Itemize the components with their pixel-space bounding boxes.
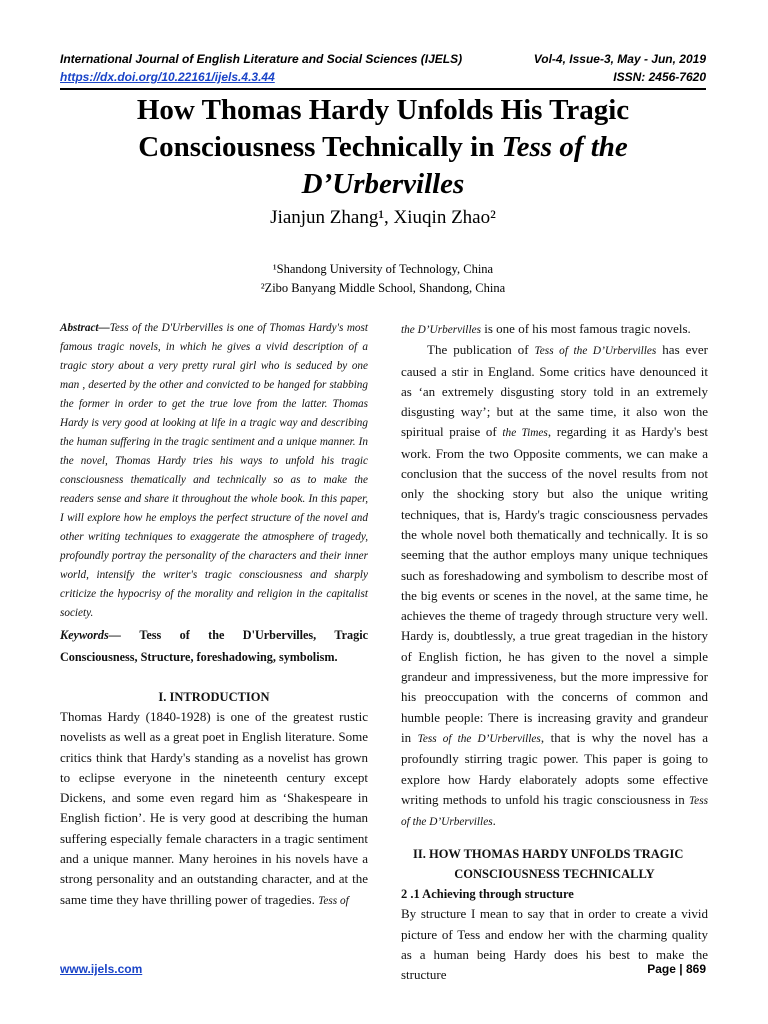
abstract-text: Tess of the D'Urbervilles is one of Thomas Hardy's most famous tragic novels, in which he gives a vivid description of a tragic story about a very pretty rural girl who is seduced by one man , deserted by the other and convicted to be hanged for stabbing the former in order to get the true love from the latter. Thomas Hardy is very good at looking at life in a tragic way and describing the human suffering in the tragic sentiment and a unique manner. In the novel, Thomas Hardy tries his ways to unfold his tragic consciousness thematically and technically so as to make the readers sense and share it throughout the whole book. In this paper, I will explore how he employs the perfect structure of the novel and other writing techniques to exaggerate the atmosphere of tragedy, profoundly portray the personality of the characters and their inner world, intensify the writer's tragic consciousness and sharply criticize the hypocrisy of the morality and religion in the capitalist society.: [60, 322, 368, 619]
intro-p2-d: , that is why the novel has a profoundly stirring tragic power. This paper is going to explore how Hardy elaborately adopts some effective writing methods to unfold his tragic consciousness in: [401, 729, 708, 807]
intro-p2-b: has ever caused a stir in England. Some critics have denounced it as ‘an extremely disgusting story told in an extremely disgusting way’; but at the same time, it also won the spiritual praise of: [401, 342, 708, 440]
affiliation-2: ²Zibo Banyang Middle School, Shandong, China: [260, 281, 506, 295]
intro-p2-e: .: [492, 813, 496, 829]
intro-p2-italic-2: the Times: [502, 427, 548, 440]
intro-p1-italic: Tess of: [318, 894, 349, 907]
section-2-heading-line-1: II. HOW THOMAS HARDY UNFOLDS TRAGIC: [413, 847, 684, 862]
page-separator: |: [679, 962, 683, 976]
authors: Jianjun Zhang¹, Xiuqin Zhao²: [270, 207, 496, 228]
page-label: Page: [647, 962, 676, 976]
header-rule: [60, 88, 706, 90]
intro-p2-italic-3: Tess of the D’Urbervilles: [417, 732, 541, 745]
intro-paragraph-1-continued: [401, 319, 708, 340]
title-line-2-italic: Tess of the: [501, 131, 628, 163]
title-line-3-italic: D’Urbervilles: [301, 168, 465, 200]
section-2-paragraph-1: By structure I mean to say that in order to create a vivid picture of Tess and endow her with the charming quality as a human being Hardy does his best to make the structure: [401, 906, 708, 983]
intro-p2-italic-4: Tess of the D’Urbervilles: [401, 794, 708, 829]
intro-p2-c: , regarding it as Hardy's best work. From the two Opposite comments, we can make a conclusion that the success of the novel results from not only the shocking story but also the unique writing techniques, that is, Hardy's tragic consciousness pervades the whole novel both thematically and technically. It is so seeming that the author employs many unique techniques such as foreshadowing and symbolism to describe most of the big events or scenes in the novel, at the same time, he achieves the theme of tragedy through structure very well. Hardy is, doubtlessly, a true great tragedian in the history of English fiction, he has given to the novel a simple grandeur and impressiveness, but the more impressive for his preoccupation with the concerns of common and humble people: There is increasing gravity and grandeur in: [401, 424, 708, 745]
intro-p1-cont: is one of his most famous tragic novels.: [481, 321, 691, 336]
intro-p2-a: The publication of: [427, 342, 535, 358]
title-line-1: How Thomas Hardy Unfolds His Tragic: [136, 94, 630, 126]
title-line-2: Consciousness Technically in: [138, 131, 502, 163]
intro-paragraph-1: [60, 707, 368, 911]
left-column: [60, 319, 368, 911]
paper-title: [60, 92, 706, 203]
intro-paragraph-2: [401, 340, 708, 832]
section-2-heading-line-2: CONSCIOUSNESS TECHNICALLY: [454, 867, 655, 882]
affiliation-1: ¹Shandong University of Technology, China: [272, 262, 494, 276]
intro-p1-text: Thomas Hardy (1840-1928) is one of the greatest rustic novelists as well as a great poet in English literature. Some critics think that Hardy's standing as a novelist has grown to eclipse everyone in the nineteenth century except Dickens, and some even regard him as ‘Shakespeare in English fiction’. He is very good at describing the human suffering especially female characters in a tragic sentiment and a unique manner. Many heroines in his novels have a strong personality and an outstanding character, and at the same time they have thrilling power of tragedies.: [60, 709, 368, 907]
volume-issue: Vol-4, Issue-3, May - Jun, 2019: [533, 52, 706, 66]
abstract: [60, 319, 368, 623]
footer-page-number: [647, 962, 706, 976]
keywords-text: Tess of the D'Urbervilles, Tragic Consciousness, Structure, foreshadowing, symbolism.: [60, 628, 368, 664]
doi-link[interactable]: https://dx.doi.org/10.22161/ijels.4.3.44: [60, 70, 275, 84]
abstract-label: Abstract—: [60, 322, 110, 334]
footer-website-link[interactable]: www.ijels.com: [60, 962, 143, 976]
subsection-heading-2-1: 2 .1 Achieving through structure: [401, 887, 574, 902]
journal-name: International Journal of English Literature and Social Sciences (IJELS): [60, 52, 463, 66]
issn: ISSN: 2456-7620: [613, 70, 706, 84]
intro-p2-italic-1: Tess of the D’Urbervilles: [534, 345, 657, 358]
intro-p1-italic-cont: the D’Urbervilles: [401, 324, 481, 336]
page-number: 869: [685, 962, 706, 976]
section-heading-introduction: I. INTRODUCTION: [158, 690, 270, 704]
right-column: [401, 319, 708, 986]
section-heading-2: [401, 844, 708, 884]
keywords: [60, 624, 368, 668]
keywords-label: Keywords—: [60, 628, 121, 642]
